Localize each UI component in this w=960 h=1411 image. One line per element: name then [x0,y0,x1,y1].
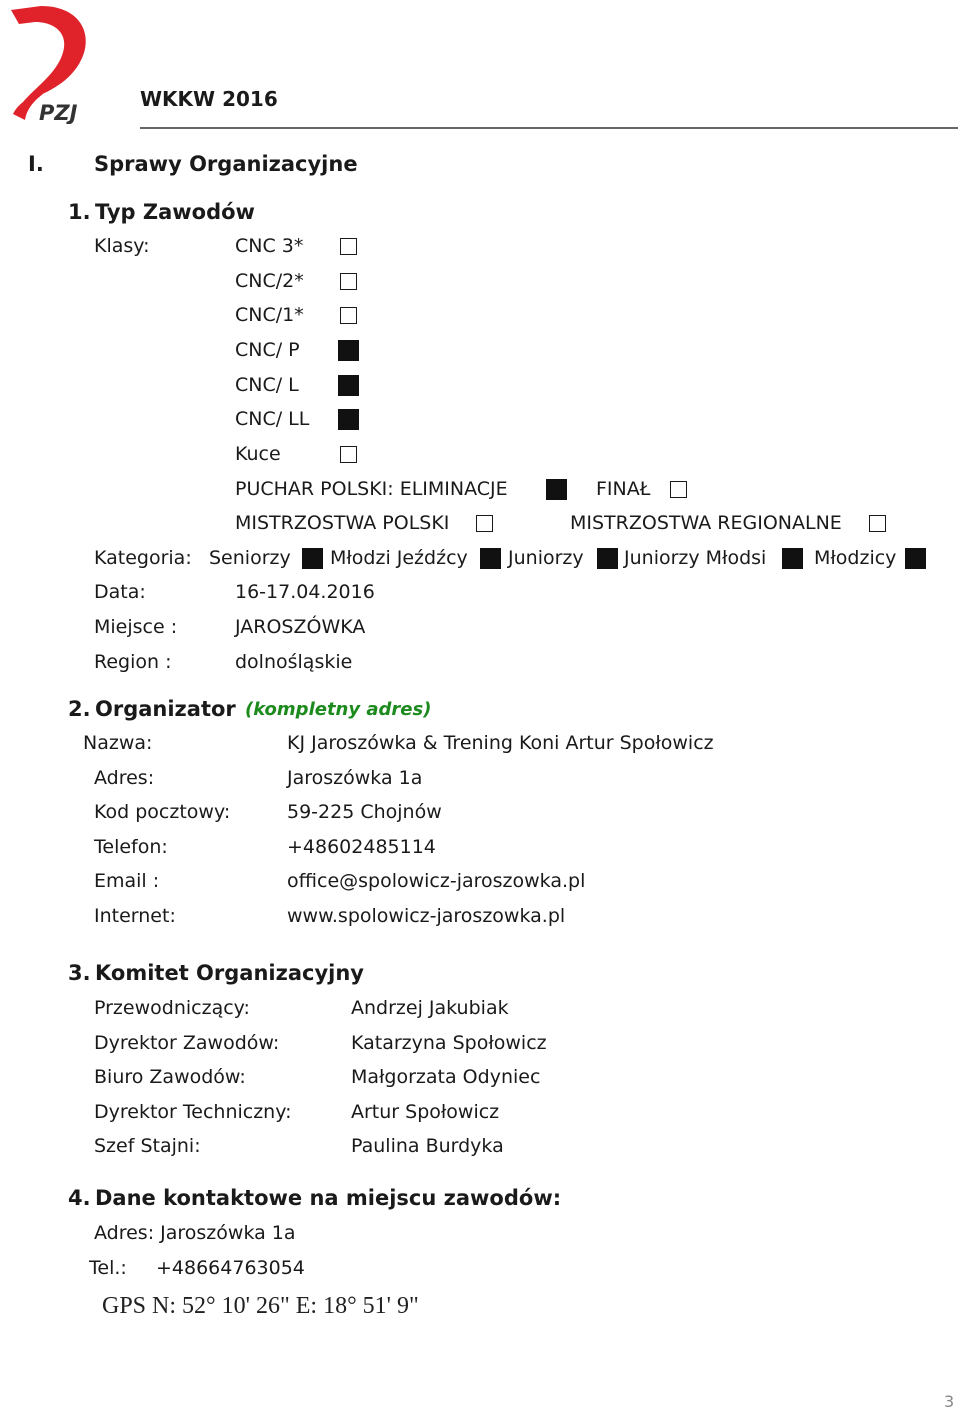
miejsce-label: Miejsce : [94,616,178,638]
miejsce-value: JAROSZÓWKA [235,616,366,638]
organizer-label: Nazwa: [83,732,153,754]
committee-person: Katarzyna Społowicz [351,1032,547,1054]
committee-role: Szef Stajni: [94,1135,201,1157]
klasa-checkbox[interactable] [340,307,357,324]
committee-person: Paulina Burdyka [351,1135,504,1157]
contact-address: Adres: Jaroszówka 1a [94,1222,296,1244]
organizer-email[interactable]: office@spolowicz-jaroszowka.pl [287,870,586,892]
organizer-value: Jaroszówka 1a [287,767,423,789]
klasa-label: CNC/ P [235,339,300,361]
contact-phone-value: +48664763054 [156,1257,305,1279]
s3-title: Komitet Organizacyjny [95,961,364,985]
kategoria-item-label: Młodzi Jeźdźcy [330,547,468,569]
region-label: Region : [94,651,172,673]
organizer-label: Email : [94,870,160,892]
committee-person: Artur Społowicz [351,1101,500,1123]
klasa-label: CNC/1* [235,304,304,326]
s1-number: 1. [68,200,91,224]
klasa-label: CNC/ L [235,374,299,396]
organizer-value: +48602485114 [287,836,436,858]
logo-text: PZJ [39,101,78,124]
kategoria-checkbox[interactable] [905,548,926,569]
data-value: 16-17.04.2016 [235,581,375,603]
kategoria-checkbox[interactable] [597,548,618,569]
klasa-label: CNC/2* [235,270,304,292]
s1-title: Typ Zawodów [95,200,255,224]
region-value: dolnośląskie [235,651,353,673]
mr-label: MISTRZOSTWA REGIONALNE [570,512,842,534]
kategoria-label: Kategoria: [94,547,192,569]
klasa-checkbox[interactable] [340,273,357,290]
s2-note: (kompletny adres) [245,699,432,720]
s3-number: 3. [68,961,91,985]
s4-number: 4. [68,1186,91,1210]
organizer-label: Telefon: [94,836,168,858]
pzj-logo [5,2,97,124]
organizer-value: KJ Jaroszówka & Trening Koni Artur Społowicz [287,732,714,754]
contact-phone-label: Tel.: [89,1257,127,1279]
kategoria-checkbox[interactable] [480,548,501,569]
data-label: Data: [94,581,146,603]
committee-person: Andrzej Jakubiak [351,997,509,1019]
organizer-label: Adres: [94,767,155,789]
committee-role: Przewodniczący: [94,997,250,1019]
document-title: WKKW 2016 [140,87,278,111]
committee-person: Małgorzata Odyniec [351,1066,541,1088]
klasa-label: CNC/ LL [235,408,310,430]
final-label: FINAŁ [596,478,651,500]
organizer-label: Internet: [94,905,176,927]
kategoria-item-label: Juniorzy [508,547,584,569]
mp-checkbox[interactable] [476,515,493,532]
final-checkbox[interactable] [670,481,687,498]
header-divider [140,127,958,129]
s2-number: 2. [68,697,91,721]
mp-label: MISTRZOSTWA POLSKI [235,512,450,534]
klasa-checkbox[interactable] [340,446,357,463]
organizer-value: 59-225 Chojnów [287,801,442,823]
kategoria-checkbox[interactable] [782,548,803,569]
klasa-checkbox[interactable] [338,340,359,361]
kategoria-item-label: Juniorzy Młodsi [624,547,767,569]
puchar-checkbox[interactable] [546,479,567,500]
page-number: 3 [944,1392,955,1411]
committee-role: Dyrektor Techniczny: [94,1101,292,1123]
mr-checkbox[interactable] [869,515,886,532]
klasa-checkbox[interactable] [338,409,359,430]
section-title: Sprawy Organizacyjne [94,152,358,176]
kategoria-item-label: Młodzicy [814,547,897,569]
gps-coordinates: GPS N: 52° 10' 26" E: 18° 51' 9" [102,1293,419,1319]
klasy-label: Klasy: [94,235,150,257]
committee-role: Dyrektor Zawodów: [94,1032,280,1054]
klasa-label: Kuce [235,443,281,465]
logo-swoosh [11,6,86,102]
section-numeral: I. [28,152,44,176]
klasa-checkbox[interactable] [338,375,359,396]
klasa-label: CNC 3* [235,235,304,257]
committee-role: Biuro Zawodów: [94,1066,246,1088]
kategoria-item-label: Seniorzy [209,547,291,569]
klasa-checkbox[interactable] [340,238,357,255]
organizer-label: Kod pocztowy: [94,801,231,823]
kategoria-checkbox[interactable] [302,548,323,569]
organizer-website[interactable]: www.spolowicz-jaroszowka.pl [287,905,566,927]
s2-title: Organizator [95,697,236,721]
puchar-label: PUCHAR POLSKI: ELIMINACJE [235,478,508,500]
s4-title: Dane kontaktowe na miejscu zawodów: [95,1186,562,1210]
